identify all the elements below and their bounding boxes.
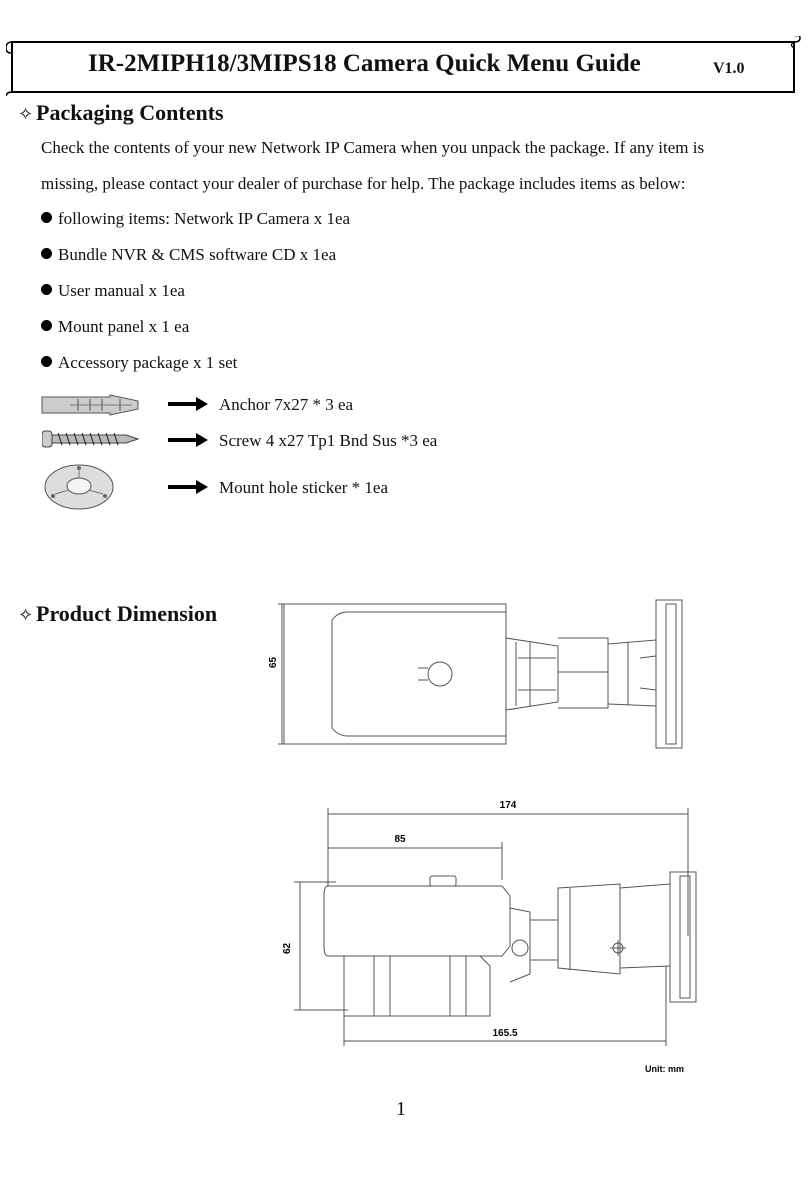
arrow-icon bbox=[168, 396, 208, 412]
list-item bbox=[41, 281, 185, 301]
accessory-label: Anchor 7x27 * 3 ea bbox=[219, 395, 354, 414]
lower-length-label: 165.5 bbox=[492, 1028, 518, 1039]
list-item-label: User manual x 1ea bbox=[58, 281, 185, 300]
version-label: V1.0 bbox=[713, 60, 745, 77]
dimension-heading-text: Product Dimension bbox=[36, 601, 218, 626]
sticker-icon bbox=[43, 462, 115, 512]
document-title: IR-2MIPH18/3MIPS18 Camera Quick Menu Guide bbox=[88, 50, 641, 77]
intro-line-2: missing, please contact your dealer of purchase for help. The package includes items as below: bbox=[41, 174, 686, 193]
body-length-label: 85 bbox=[394, 834, 406, 845]
bullet-icon bbox=[41, 248, 52, 259]
dimension-heading bbox=[18, 601, 217, 627]
total-length-label: 174 bbox=[499, 800, 517, 811]
arrow-icon bbox=[168, 479, 208, 495]
diamond-icon: ✧ bbox=[18, 104, 34, 124]
bullet-icon bbox=[41, 320, 52, 331]
front-height-label: 65 bbox=[268, 656, 279, 668]
anchor-icon bbox=[40, 393, 140, 417]
packaging-heading bbox=[18, 100, 224, 126]
list-item bbox=[41, 353, 237, 373]
list-item-label: following items: Network IP Camera x 1ea bbox=[58, 209, 351, 228]
diamond-icon: ✧ bbox=[18, 605, 34, 625]
bullet-icon bbox=[41, 212, 52, 223]
unit-label: Unit: mm bbox=[645, 1064, 684, 1074]
packaging-heading-text: Packaging Contents bbox=[36, 100, 224, 125]
list-item-label: Bundle NVR & CMS software CD x 1ea bbox=[58, 245, 337, 264]
page-number: 1 bbox=[396, 1098, 406, 1120]
front-view-drawing bbox=[268, 598, 698, 750]
list-item bbox=[41, 245, 336, 265]
screw-icon bbox=[42, 429, 142, 449]
bullet-icon bbox=[41, 356, 52, 367]
list-item-label: Accessory package x 1 set bbox=[58, 353, 238, 372]
list-item bbox=[41, 209, 350, 229]
accessory-label: Screw 4 x27 Tp1 Bnd Sus *3 ea bbox=[219, 431, 438, 450]
side-view-drawing bbox=[280, 796, 700, 1080]
bullet-icon bbox=[41, 284, 52, 295]
side-height-label: 62 bbox=[282, 942, 293, 954]
intro-line-1: Check the contents of your new Network IP Camera when you unpack the package. If any item is bbox=[41, 138, 705, 157]
list-item-label: Mount panel x 1 ea bbox=[58, 317, 190, 336]
list-item bbox=[41, 317, 189, 337]
accessory-label: Mount hole sticker * 1ea bbox=[219, 478, 389, 497]
arrow-icon bbox=[168, 432, 208, 448]
